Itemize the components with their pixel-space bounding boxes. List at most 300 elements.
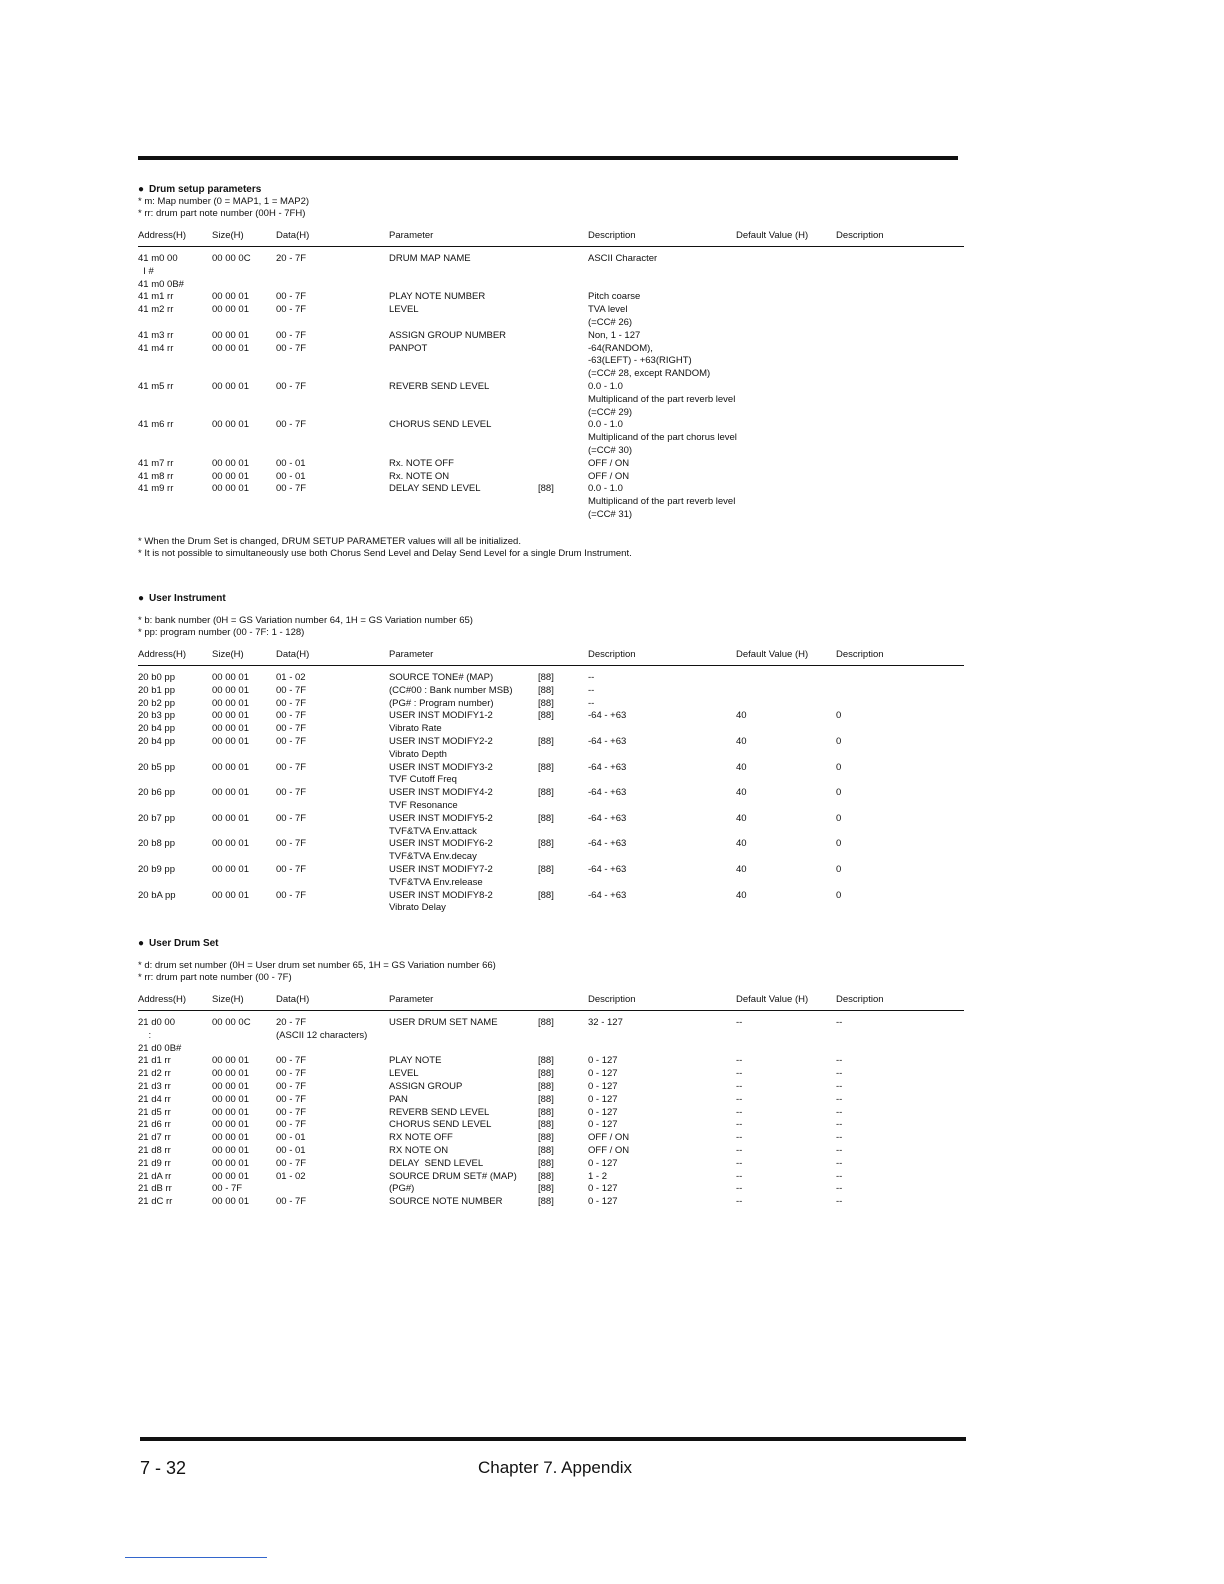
note-line: * b: bank number (0H = GS Variation number 64, 1H = GS Variation number 65) xyxy=(138,615,473,626)
cell-addr: 21 d1 rr xyxy=(138,1055,171,1067)
cell-data: 00 - 01 xyxy=(276,470,306,482)
cell-size: 00 00 01 xyxy=(212,342,249,354)
cell-default-value: 40 xyxy=(736,710,747,722)
column-header: Size(H) xyxy=(212,649,244,660)
note-line: * rr: drum part note number (00H - 7FH) xyxy=(138,208,306,219)
cell-addr: 20 b4 pp xyxy=(138,735,175,747)
cell-description xyxy=(588,1158,618,1171)
cell-description xyxy=(588,304,632,330)
cell-description-2: -- xyxy=(836,1132,843,1144)
column-header: Data(H) xyxy=(276,649,310,660)
cell-param: (PG# : Program number) xyxy=(389,697,494,709)
cell-data: 00 - 01 xyxy=(276,457,306,469)
cell-size: 00 00 01 xyxy=(212,1106,249,1118)
cell-description-2: -- xyxy=(836,1183,843,1195)
cell-description xyxy=(588,381,735,419)
cell-size: 00 - 7F xyxy=(212,1183,243,1195)
cell-data: 00 - 7F xyxy=(276,697,307,709)
cell-description xyxy=(588,483,735,521)
description-line: -64 - +63 xyxy=(588,838,627,850)
cell-description-2: 0 xyxy=(836,838,842,850)
cell-param: USER INST MODIFY5-2 TVF&TVA Env.attack xyxy=(389,812,493,837)
note-line: * d: drum set number (0H = User drum set number 65, 1H = GS Variation number 66) xyxy=(138,960,496,971)
cell-description xyxy=(588,1094,618,1107)
cell-description xyxy=(588,1132,629,1145)
description-line: 0 - 127 xyxy=(588,1093,618,1105)
section-title: Drum setup parameters xyxy=(149,184,262,195)
cell-default-value: -- xyxy=(736,1170,743,1182)
table-row xyxy=(138,304,964,330)
column-header: Description xyxy=(836,649,884,660)
table-body xyxy=(138,253,964,522)
cell-data: 01 - 02 xyxy=(276,672,306,683)
cell-tag: [88] xyxy=(538,1055,554,1067)
description-line: 0 - 127 xyxy=(588,1196,618,1208)
cell-param: REVERB SEND LEVEL xyxy=(389,380,490,392)
cell-param: USER INST MODIFY4-2 TVF Resonance xyxy=(389,787,493,811)
cell-addr: 20 b1 pp xyxy=(138,684,175,696)
cell-description-2: 0 xyxy=(836,787,842,799)
cell-addr: 20 b7 pp xyxy=(138,812,175,824)
cell-param: PLAY NOTE NUMBER xyxy=(389,291,486,303)
cell-addr: 20 b6 pp xyxy=(138,787,175,799)
cell-size: 00 00 01 xyxy=(212,291,249,303)
cell-description xyxy=(588,1145,629,1158)
cell-param: DELAY SEND LEVEL xyxy=(389,483,481,495)
chapter-title: Chapter 7. Appendix xyxy=(478,1458,633,1477)
cell-size: 00 00 01 xyxy=(212,1093,249,1105)
cell-addr: 20 b3 pp xyxy=(138,710,175,722)
cell-data: 00 - 7F xyxy=(276,863,307,875)
cell-size: 00 00 01 xyxy=(212,672,249,683)
cell-description-2: 0 xyxy=(836,812,842,824)
cell-tag: [88] xyxy=(538,1080,554,1092)
cell-addr: 21 d8 rr xyxy=(138,1144,171,1156)
table-row xyxy=(138,787,964,813)
cell-description xyxy=(588,330,640,343)
cell-size: 00 00 01 xyxy=(212,457,249,469)
cell-description-2: -- xyxy=(836,1068,843,1080)
cell-addr: 41 m6 rr xyxy=(138,419,174,431)
cell-default-value: 40 xyxy=(736,735,747,747)
cell-data: 00 - 7F xyxy=(276,304,307,316)
cell-tag: [88] xyxy=(538,812,554,824)
description-line: 0.0 - 1.0 xyxy=(588,419,623,431)
cell-addr: 21 d7 rr xyxy=(138,1132,171,1144)
description-line: 0.0 - 1.0 xyxy=(588,380,623,392)
description-line: 0 - 127 xyxy=(588,1068,618,1080)
table-header xyxy=(138,994,964,1011)
cell-description-2: 0 xyxy=(836,863,842,875)
description-line: OFF / ON xyxy=(588,1132,630,1144)
cell-size: 00 00 01 xyxy=(212,329,249,341)
cell-size: 00 00 01 xyxy=(212,380,249,392)
cell-addr: 41 m0 00 I # 41 m0 0B# xyxy=(138,253,184,290)
cell-description xyxy=(588,1081,618,1094)
description-line: -64 - +63 xyxy=(588,710,627,722)
drum-setup-section xyxy=(138,183,964,560)
note-line: * pp: program number (00 - 7F: 1 - 128) xyxy=(138,627,305,638)
cell-default-value: 40 xyxy=(736,787,747,799)
table-header xyxy=(138,649,964,666)
cell-description-2: -- xyxy=(836,1144,843,1156)
cell-default-value: -- xyxy=(736,1017,743,1028)
table-row xyxy=(138,471,964,484)
description-line: 1 - 2 xyxy=(588,1170,608,1182)
description-line: OFF / ON xyxy=(588,457,630,469)
table-row xyxy=(138,381,964,419)
cell-default-value: -- xyxy=(736,1068,743,1080)
table-row xyxy=(138,1068,964,1081)
cell-description-2: 0 xyxy=(836,761,842,773)
cell-size: 00 00 01 xyxy=(212,1132,249,1144)
cell-default-value: -- xyxy=(736,1106,743,1118)
cell-data: 20 - 7F (ASCII 12 characters) xyxy=(276,1017,368,1041)
description-line: Multiplicand of the part chorus level xyxy=(588,432,737,444)
column-header: Description xyxy=(588,230,636,241)
table-row xyxy=(138,343,964,381)
cell-size: 00 00 01 xyxy=(212,710,249,722)
cell-data: 00 - 7F xyxy=(276,761,307,773)
cell-param: RX NOTE OFF xyxy=(389,1132,453,1144)
cell-description-2: -- xyxy=(836,1080,843,1092)
cell-default-value: -- xyxy=(736,1183,743,1195)
cell-size: 00 00 01 xyxy=(212,863,249,875)
column-header: Address(H) xyxy=(138,230,187,241)
cell-addr: 20 b0 pp xyxy=(138,672,175,683)
table-row xyxy=(138,291,964,304)
cell-size: 00 00 01 xyxy=(212,1055,249,1067)
table-row xyxy=(138,685,964,698)
column-header: Size(H) xyxy=(212,994,244,1005)
cell-data: 00 - 7F xyxy=(276,419,307,431)
cell-description xyxy=(588,672,594,685)
section-title: User Instrument xyxy=(149,593,226,604)
cell-description xyxy=(588,1055,618,1068)
cell-param: LEVEL xyxy=(389,1068,419,1080)
note-line: * m: Map number (0 = MAP1, 1 = MAP2) xyxy=(138,196,310,207)
cell-addr: 20 b9 pp xyxy=(138,863,175,875)
description-line: -64 - +63 xyxy=(588,863,627,875)
cell-description-2: -- xyxy=(836,1157,843,1169)
cell-size: 00 00 01 xyxy=(212,1157,249,1169)
footnote: * It is not possible to simultaneously use both Chorus Send Level and Delay Send Level for a single Drum Instrument. xyxy=(138,547,632,559)
description-line: (=CC# 31) xyxy=(588,508,633,520)
cell-data: 00 - 01 xyxy=(276,1144,306,1156)
description-line: -64 - +63 xyxy=(588,761,627,773)
cell-data: 00 - 7F xyxy=(276,723,307,735)
table-row xyxy=(138,1171,964,1184)
description-line: (=CC# 30) xyxy=(588,444,633,456)
column-header: Address(H) xyxy=(138,994,187,1005)
cell-default-value: -- xyxy=(736,1119,743,1131)
table-row xyxy=(138,838,964,864)
description-line: Non, 1 - 127 xyxy=(588,329,641,341)
cell-default-value: -- xyxy=(736,1144,743,1156)
cell-data: 00 - 7F xyxy=(276,1106,307,1118)
column-header: Size(H) xyxy=(212,230,244,241)
cell-description xyxy=(588,1017,623,1030)
description-line: Pitch coarse xyxy=(588,291,641,303)
cell-param: SOURCE NOTE NUMBER xyxy=(389,1196,503,1208)
table-row xyxy=(138,1119,964,1132)
cell-param: Vibrato Rate xyxy=(389,723,442,735)
cell-data: 00 - 7F xyxy=(276,1157,307,1169)
cell-param: (PG#) xyxy=(389,1183,415,1195)
cell-size: 00 00 0C xyxy=(212,253,251,264)
cell-param: RX NOTE ON xyxy=(389,1144,449,1156)
cell-param: USER DRUM SET NAME xyxy=(389,1017,498,1028)
column-header: Description xyxy=(836,230,884,241)
cell-size: 00 00 01 xyxy=(212,304,249,316)
cell-default-value: 40 xyxy=(736,863,747,875)
description-line: -- xyxy=(588,684,595,696)
column-header: Parameter xyxy=(389,649,434,660)
cell-description-2: -- xyxy=(836,1055,843,1067)
description-line: 0 - 127 xyxy=(588,1055,618,1067)
cell-addr: 21 d3 rr xyxy=(138,1080,171,1092)
table-row xyxy=(138,1145,964,1158)
cell-data: 00 - 7F xyxy=(276,684,307,696)
column-header: Address(H) xyxy=(138,649,187,660)
cell-description xyxy=(588,813,626,826)
cell-description xyxy=(588,1196,618,1209)
cell-addr: 21 d6 rr xyxy=(138,1119,171,1131)
cell-param: DELAY SEND LEVEL xyxy=(389,1157,484,1169)
cell-description xyxy=(588,787,626,800)
cell-tag: [88] xyxy=(538,1068,554,1080)
column-header: Data(H) xyxy=(276,230,310,241)
cell-size: 00 00 01 xyxy=(212,697,249,709)
cell-data: 00 - 7F xyxy=(276,342,307,354)
cell-tag: [88] xyxy=(538,1017,554,1028)
cell-size: 00 00 01 xyxy=(212,838,249,850)
cell-description-2: -- xyxy=(836,1196,843,1208)
table-row xyxy=(138,1081,964,1094)
description-line: 0 - 127 xyxy=(588,1106,618,1118)
cell-description-2: -- xyxy=(836,1170,843,1182)
cell-tag: [88] xyxy=(538,1170,554,1182)
cell-default-value: -- xyxy=(736,1157,743,1169)
table-row xyxy=(138,890,964,916)
description-line: OFF / ON xyxy=(588,1144,630,1156)
cell-addr: 21 dB rr xyxy=(138,1183,172,1195)
column-header: Default Value (H) xyxy=(736,649,809,660)
cell-description xyxy=(588,864,626,877)
table-row xyxy=(138,813,964,839)
cell-data: 00 - 7F xyxy=(276,1068,307,1080)
page-number: 7 - 32 xyxy=(140,1458,187,1478)
column-header: Description xyxy=(588,649,636,660)
table-row xyxy=(138,762,964,788)
cell-addr: 21 d0 00 : 21 d0 0B# xyxy=(138,1017,182,1054)
cell-addr: 41 m9 rr xyxy=(138,483,174,495)
description-line: -- xyxy=(588,672,595,683)
description-line: (=CC# 26) xyxy=(588,316,633,328)
cell-description-2: 0 xyxy=(836,735,842,747)
cell-size: 00 00 01 xyxy=(212,1119,249,1131)
cell-addr: 21 d4 rr xyxy=(138,1093,171,1105)
footnote: * When the Drum Set is changed, DRUM SETUP PARAMETER values will all be initialized. xyxy=(138,535,521,547)
cell-param: CHORUS SEND LEVEL xyxy=(389,1119,492,1131)
table-row xyxy=(138,1196,964,1209)
description-line: (=CC# 29) xyxy=(588,406,633,418)
table-row xyxy=(138,736,964,762)
cell-tag: [88] xyxy=(538,710,554,722)
description-line: 0 - 127 xyxy=(588,1119,618,1131)
cell-param: SOURCE TONE# (MAP) xyxy=(389,672,494,683)
table-row xyxy=(138,483,964,521)
cell-addr: 21 dC rr xyxy=(138,1196,173,1208)
cell-tag: [88] xyxy=(538,1119,554,1131)
table-row xyxy=(138,864,964,890)
user-drum-set-section xyxy=(138,937,964,1209)
table-body xyxy=(138,1017,964,1209)
cell-description xyxy=(588,1119,618,1132)
cell-tag: [88] xyxy=(538,672,554,683)
table-row xyxy=(138,1094,964,1107)
description-line: -64 - +63 xyxy=(588,812,627,824)
description-line: -64 - +63 xyxy=(588,787,627,799)
cell-addr: 21 dA rr xyxy=(138,1170,172,1182)
cell-addr: 41 m2 rr xyxy=(138,304,174,316)
cell-param: ASSIGN GROUP NUMBER xyxy=(389,329,507,341)
cell-default-value: 40 xyxy=(736,812,747,824)
column-header: Parameter xyxy=(389,230,434,241)
cell-size: 00 00 01 xyxy=(212,470,249,482)
cell-size: 00 00 0C xyxy=(212,1017,251,1028)
cell-tag: [88] xyxy=(538,697,554,709)
cell-description xyxy=(588,1107,618,1120)
cell-tag: [88] xyxy=(538,1106,554,1118)
cell-param: USER INST MODIFY8-2 Vibrato Delay xyxy=(389,889,493,914)
column-header: Parameter xyxy=(389,994,434,1005)
description-line: 0 - 127 xyxy=(588,1157,618,1169)
cell-param: USER INST MODIFY1-2 xyxy=(389,710,493,722)
cell-default-value: -- xyxy=(736,1055,743,1067)
cell-size: 00 00 01 xyxy=(212,1144,249,1156)
bullet-icon: ● xyxy=(138,593,145,604)
cell-tag: [88] xyxy=(538,838,554,850)
top-rule xyxy=(138,156,958,160)
table-body xyxy=(138,672,964,915)
cell-description xyxy=(588,890,626,903)
cell-description xyxy=(588,838,626,851)
cell-data: 00 - 7F xyxy=(276,1055,307,1067)
cell-description xyxy=(588,710,626,723)
cell-tag: [88] xyxy=(538,1183,554,1195)
table-row xyxy=(138,1017,964,1055)
column-header: Data(H) xyxy=(276,994,310,1005)
bullet-icon: ● xyxy=(138,938,145,949)
cell-tag: [88] xyxy=(538,1144,554,1156)
cell-tag: [88] xyxy=(538,761,554,773)
cell-description xyxy=(588,291,640,304)
cell-default-value: -- xyxy=(736,1196,743,1208)
cell-description-2: -- xyxy=(836,1017,843,1028)
description-line: 0 - 127 xyxy=(588,1080,618,1092)
cell-size: 00 00 01 xyxy=(212,761,249,773)
cell-addr: 21 d5 rr xyxy=(138,1106,171,1118)
table-header xyxy=(138,230,964,247)
cell-addr: 41 m4 rr xyxy=(138,342,174,354)
cell-size: 00 00 01 xyxy=(212,723,249,735)
cell-param: LEVEL xyxy=(389,304,419,316)
cell-tag: [88] xyxy=(538,889,554,901)
cell-param: (CC#00 : Bank number MSB) xyxy=(389,684,513,696)
cell-size: 00 00 01 xyxy=(212,483,249,495)
cell-description-2: 0 xyxy=(836,889,842,901)
cell-addr: 21 d9 rr xyxy=(138,1157,171,1169)
table-row xyxy=(138,1107,964,1120)
cell-data: 00 - 7F xyxy=(276,1196,307,1208)
cell-tag: [88] xyxy=(538,483,554,495)
cell-data: 01 - 02 xyxy=(276,1170,306,1182)
cell-tag: [88] xyxy=(538,735,554,747)
bottom-rule xyxy=(140,1437,966,1441)
cell-description xyxy=(588,762,626,775)
description-line: Multiplicand of the part reverb level xyxy=(588,393,736,405)
table-row xyxy=(138,1183,964,1196)
table-row xyxy=(138,723,964,736)
description-line: -- xyxy=(588,697,595,709)
cell-param: USER INST MODIFY3-2 TVF Cutoff Freq xyxy=(389,761,493,786)
cell-description xyxy=(588,685,594,698)
description-line: (=CC# 28, except RANDOM) xyxy=(588,368,711,380)
cell-size: 00 00 01 xyxy=(212,1196,249,1208)
cell-data: 00 - 7F xyxy=(276,1080,307,1092)
cell-description xyxy=(588,736,626,749)
table-row xyxy=(138,672,964,685)
cell-addr: 20 b4 pp xyxy=(138,723,175,735)
table-row xyxy=(138,1055,964,1068)
cell-addr: 20 b5 pp xyxy=(138,761,175,773)
cell-description xyxy=(588,1183,618,1196)
cell-description xyxy=(588,419,737,457)
user-instrument-section xyxy=(138,592,964,915)
cell-description xyxy=(588,698,594,711)
cell-description xyxy=(588,471,629,484)
description-line: -64 - +63 xyxy=(588,889,627,901)
cell-tag: [88] xyxy=(538,684,554,696)
cell-data: 00 - 01 xyxy=(276,1132,306,1144)
description-line: TVA level xyxy=(588,304,628,316)
cell-tag: [88] xyxy=(538,1093,554,1105)
cell-param: USER INST MODIFY7-2 TVF&TVA Env.release xyxy=(389,863,493,888)
cell-param: CHORUS SEND LEVEL xyxy=(389,419,492,431)
cell-addr: 41 m5 rr xyxy=(138,380,174,392)
cell-data: 20 - 7F xyxy=(276,253,307,264)
cell-default-value: 40 xyxy=(736,761,747,773)
table-row xyxy=(138,419,964,457)
cell-data: 00 - 7F xyxy=(276,380,307,392)
cell-description xyxy=(588,1171,607,1184)
column-header: Default Value (H) xyxy=(736,230,809,241)
table-row xyxy=(138,710,964,723)
cell-addr: 41 m3 rr xyxy=(138,329,174,341)
cell-data: 00 - 7F xyxy=(276,787,307,799)
table-row xyxy=(138,330,964,343)
cell-param: PANPOT xyxy=(389,342,428,354)
cell-param: USER INST MODIFY2-2 Vibrato Depth xyxy=(389,735,493,760)
cell-description-2: -- xyxy=(836,1093,843,1105)
table-row xyxy=(138,698,964,711)
description-line: 32 - 127 xyxy=(588,1017,623,1028)
cell-data: 00 - 7F xyxy=(276,329,307,341)
table-row xyxy=(138,1132,964,1145)
cell-tag: [88] xyxy=(538,1132,554,1144)
column-header: Default Value (H) xyxy=(736,994,809,1005)
